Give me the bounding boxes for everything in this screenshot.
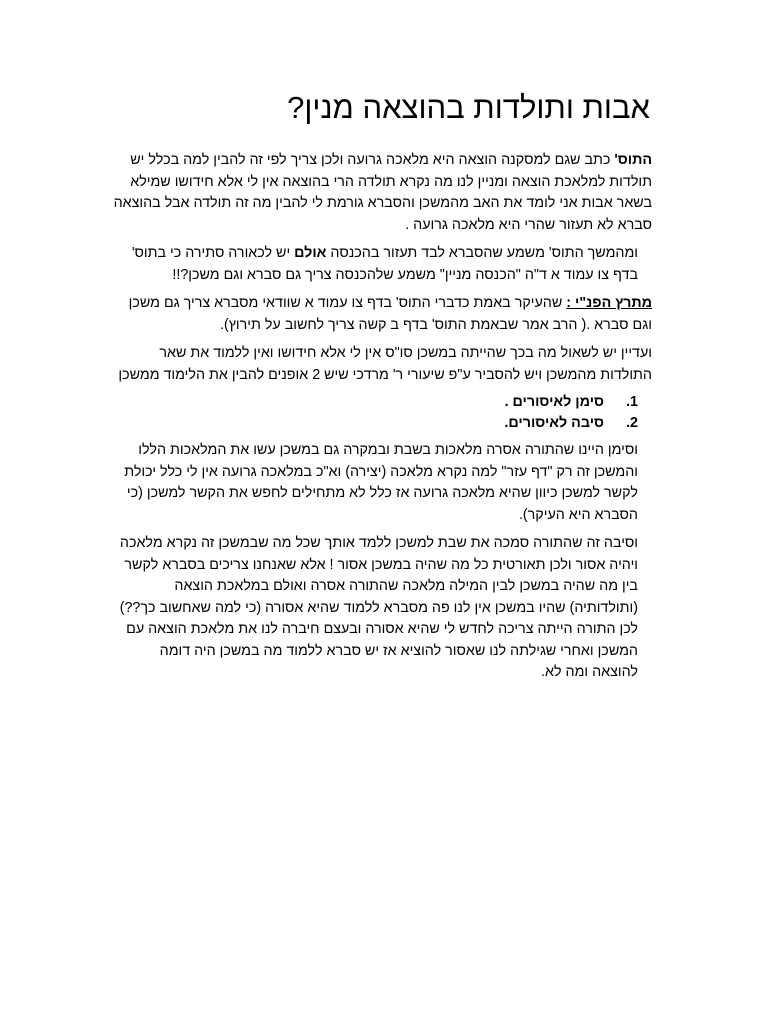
paragraph-continuation bbox=[112, 243, 652, 286]
paragraph-siba: וסיבה זה שהתורה סמכה את שבת למשכן ללמד אותך שכל מה שבמשכן זה נקרא מלאכה ויהיה אסור ולכן תאורטית כל מה שהיה במשכן אסור ! אלא שאנחנו צריכים בסברא לקשר בין מה שהיה במשכן לבין המילה מלאכה שהתורה אסרה ואולם במלאכת הוצאה (ותולדותיה) שהיו במשכן אין לנו פה מסברא ללמוד שהיא אסורה (כי למה שאחשוב כך??) לכן התורה הייתה צריכה לחדש לי שהיא אסורה ובעצם חיברה לנו את מלאכת הוצאה עם המשכן ואחרי שגילתה לנו שאסור להוציא אז יש סברא ללמוד מה במשכן היה דומה להוצאה ומה לא. bbox=[119, 535, 638, 680]
list-item-number: 1. bbox=[626, 394, 638, 410]
paragraph-siman: וסימן היינו שהתורה אסרה מלאכות בשבת ובמקרה גם במשכן עשו את המלאכות הללו והמשכן זה רק "דף עזר" למה נקרא מלאכה (יצירה) וא"כ במלאכה גרועה אין לי כלל יכולת לקשר למשכן כיוון שהיא מלאכה גרועה אז כלל לא מתחילים לחפש את הקשר למשכן (כי הסברא היא העיקר). bbox=[124, 442, 638, 523]
paragraph-text: שהעיקר באמת כדברי התוס' בדף צו עמוד א שוודאי מסברא צריך גם משכן וגם סברא .( הרב אמר שבאמת התוס' בדף ב קשה צריך לחשוב על תירוץ). bbox=[128, 295, 652, 333]
paragraph-bold-word: אולם bbox=[294, 245, 327, 261]
document-page bbox=[112, 88, 652, 691]
paragraph-lead-pnei-yehoshua: מתרץ הפנ"י : bbox=[566, 295, 652, 311]
list-item-text: סימן לאיסורים . bbox=[504, 394, 604, 410]
paragraph-text-before: ומהמשך התוס' משמע שהסברא לבד תעזור בהכנסה bbox=[326, 245, 638, 261]
paragraph-tosafot bbox=[112, 150, 652, 236]
list-item-text: סיבה לאיסורים. bbox=[504, 415, 604, 431]
numbered-list bbox=[112, 392, 652, 434]
list-item bbox=[112, 413, 652, 434]
paragraph-lead-tosafot: התוס' bbox=[614, 152, 652, 168]
paragraph-text: כתב שגם למסקנה הוצאה היא מלאכה גרועה ולכן צריך לפי זה להבין למה בכלל יש תולדות למלאכת הוצאה ומניין לנו מה נקרא תולדה הרי בהוצאה אין לי אלא חידושו שמילא בשאר אבות אני לומד את האב מהמשכן והסברא גורמת לי להבין מה זה תולדה אבל בהוצאה סברא לא תעזור שהרי היא מלאכה גרועה . bbox=[113, 152, 652, 233]
list-item bbox=[112, 392, 652, 413]
paragraph-text-after: יש לכאורה סתירה כי בתוס' בדף צו עמוד א ד"ה "הכנסה מניין" משמע שלהכנסה צריך גם סברא וגם משכן?!! bbox=[131, 245, 638, 283]
paragraph-pnei-yehoshua bbox=[112, 293, 652, 336]
page-title: אבות ותולדות בהוצאה מנין? bbox=[287, 90, 650, 125]
list-item-number: 2. bbox=[626, 415, 638, 431]
paragraph-question: ועדיין יש לשאול מה בכך שהייתה במשכן סו"ס אין לי אלא חידושו ואין ללמוד את שאר התולדות מהמשכן ויש להסביר ע"פ שיעורי ר' מרדכי שיש 2 אופנים להבין את הלימוד ממשכן bbox=[118, 345, 652, 383]
